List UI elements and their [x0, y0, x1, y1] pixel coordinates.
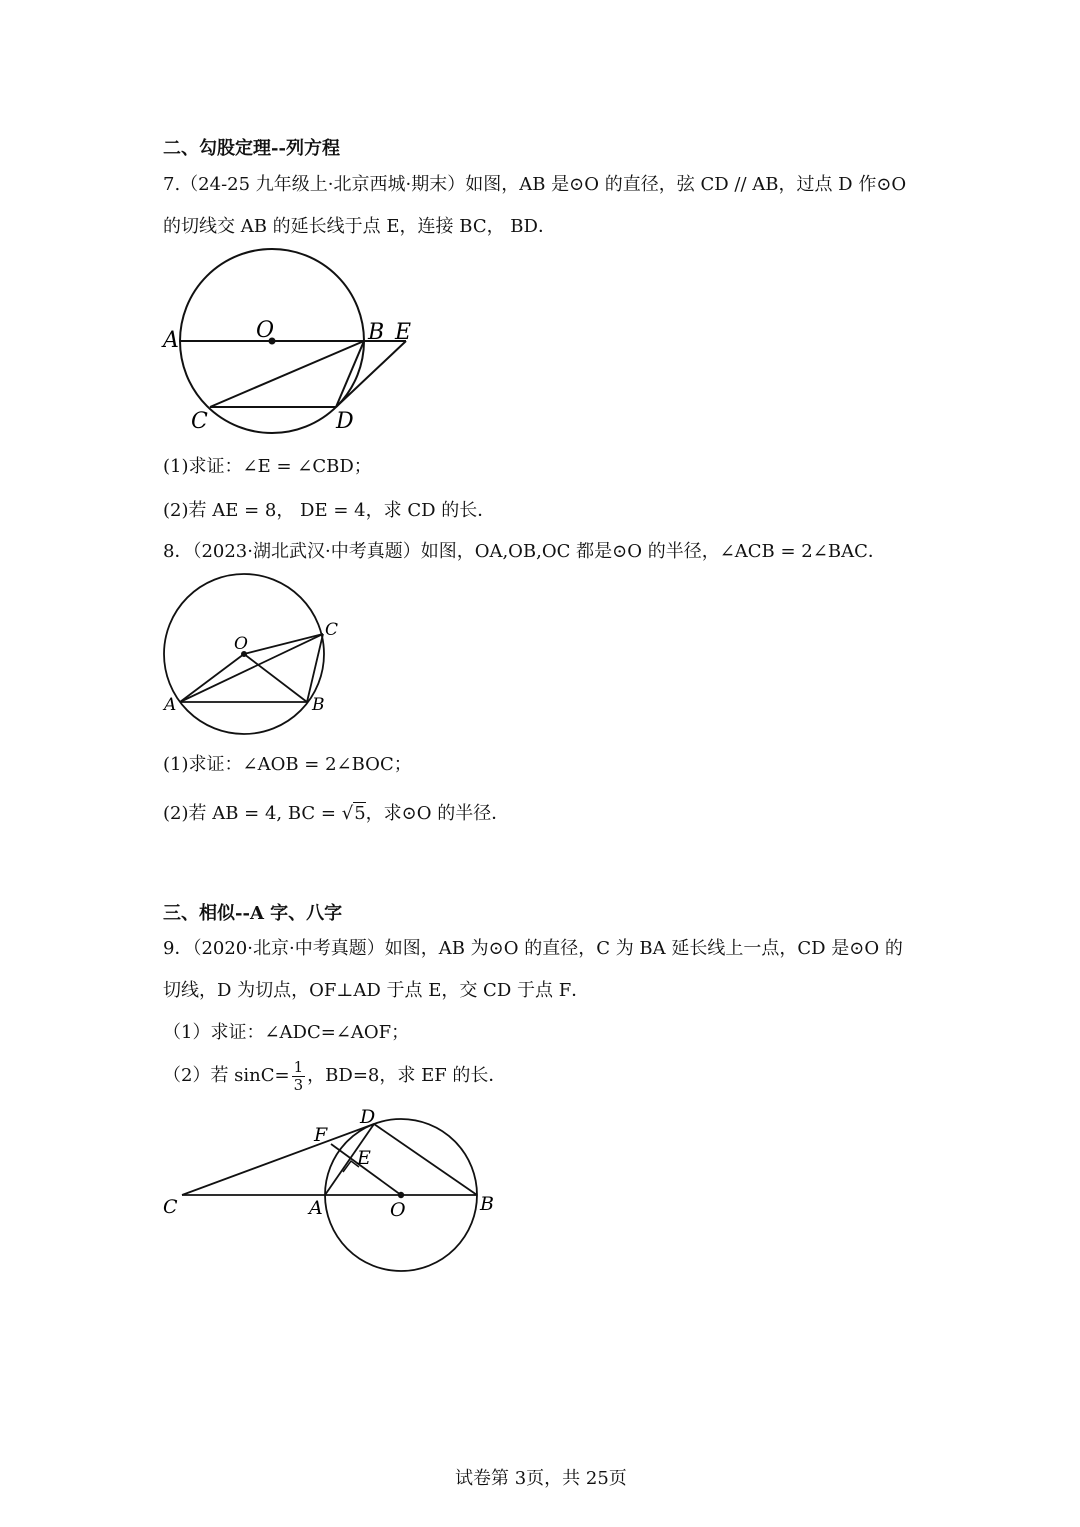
section-heading-similarity: 三、相似--A 字、八字 — [163, 903, 343, 924]
q7-stem-line2: 的切线交 AB 的延长线于点 E，连接 BC， BD． — [163, 216, 556, 237]
q9-part1: （1）求证：∠ADC=∠AOF； — [163, 1022, 410, 1043]
q9-fraction — [292, 1059, 306, 1094]
q7-label-o: O — [256, 318, 275, 343]
q9-label-a: A — [309, 1197, 323, 1219]
q9-tangent-cd — [182, 1124, 374, 1195]
q9-center-dot — [398, 1192, 404, 1198]
q7-tangent-de — [336, 341, 406, 407]
q8-sqrt-radicand: 5 — [354, 803, 366, 824]
q8-figure — [160, 570, 340, 720]
q7-label-a: A — [163, 328, 179, 353]
q9-figure — [160, 1100, 510, 1280]
q8-part1: (1)求证：∠AOB = 2∠BOC； — [163, 754, 412, 775]
q7-label-e: E — [395, 320, 412, 345]
q8-radius-ob — [244, 654, 307, 702]
q8-radius-oa — [180, 654, 244, 702]
q8-part2-suffix: ，求⊙O 的半径． — [365, 803, 510, 824]
q9-fraction-numerator: 1 — [293, 1057, 304, 1076]
q9-part2-suffix: ，BD=8，求 EF 的长． — [307, 1065, 507, 1086]
q7-part2: (2)若 AE = 8， DE = 4，求 CD 的长． — [163, 500, 496, 521]
q7-stem-line1: 7.（24-25 九年级上·北京西城·期末）如图，AB 是⊙O 的直径，弦 CD // AB，过点 D 作⊙O — [163, 174, 907, 195]
q8-sqrt-expression — [342, 803, 366, 824]
q8-label-c: C — [325, 620, 339, 640]
q9-label-c: C — [163, 1196, 178, 1218]
q9-label-b: B — [480, 1193, 494, 1215]
q8-segment-ac — [180, 634, 323, 702]
q9-chord-bd — [374, 1124, 477, 1195]
q7-label-c: C — [191, 409, 208, 434]
q7-label-d: D — [336, 409, 354, 434]
q9-label-f: F — [314, 1124, 328, 1146]
q8-part2 — [163, 799, 509, 825]
q9-part2 — [163, 1058, 506, 1094]
q9-fraction-denominator: 3 — [293, 1075, 304, 1094]
section-heading-pythagorean: 二、勾股定理--列方程 — [163, 138, 340, 159]
q9-label-e: E — [357, 1147, 371, 1169]
q7-figure — [160, 250, 420, 440]
q9-stem-line1: 9．（2020·北京·中考真题）如图，AB 为⊙O 的直径，C 为 BA 延长线上一点，CD 是⊙O 的 — [163, 938, 903, 959]
q9-stem-line2: 切线，D 为切点，OF⊥AD 于点 E，交 CD 于点 F． — [163, 980, 590, 1001]
q8-part2-prefix: (2)若 AB = 4, BC = — [163, 803, 342, 824]
q8-stem-line1: 8．（2023·湖北武汉·中考真题）如图，OA,OB,OC 都是⊙O 的半径，∠ACB = 2∠BAC． — [163, 541, 886, 562]
q7-part1: (1)求证：∠E = ∠CBD； — [163, 456, 372, 477]
q8-radius-oc — [244, 634, 323, 654]
q9-part2-prefix: （2）若 sinC= — [163, 1065, 290, 1086]
q8-label-o: O — [234, 634, 248, 654]
q9-label-o: O — [390, 1199, 406, 1221]
q7-label-b: B — [368, 320, 385, 345]
q8-label-b: B — [312, 695, 325, 715]
page-footer: 试卷第 3页，共 25页 — [455, 1468, 627, 1489]
q8-sqrt-symbol: √ — [341, 803, 354, 824]
q8-label-a: A — [164, 695, 177, 715]
q9-label-d: D — [360, 1106, 376, 1128]
